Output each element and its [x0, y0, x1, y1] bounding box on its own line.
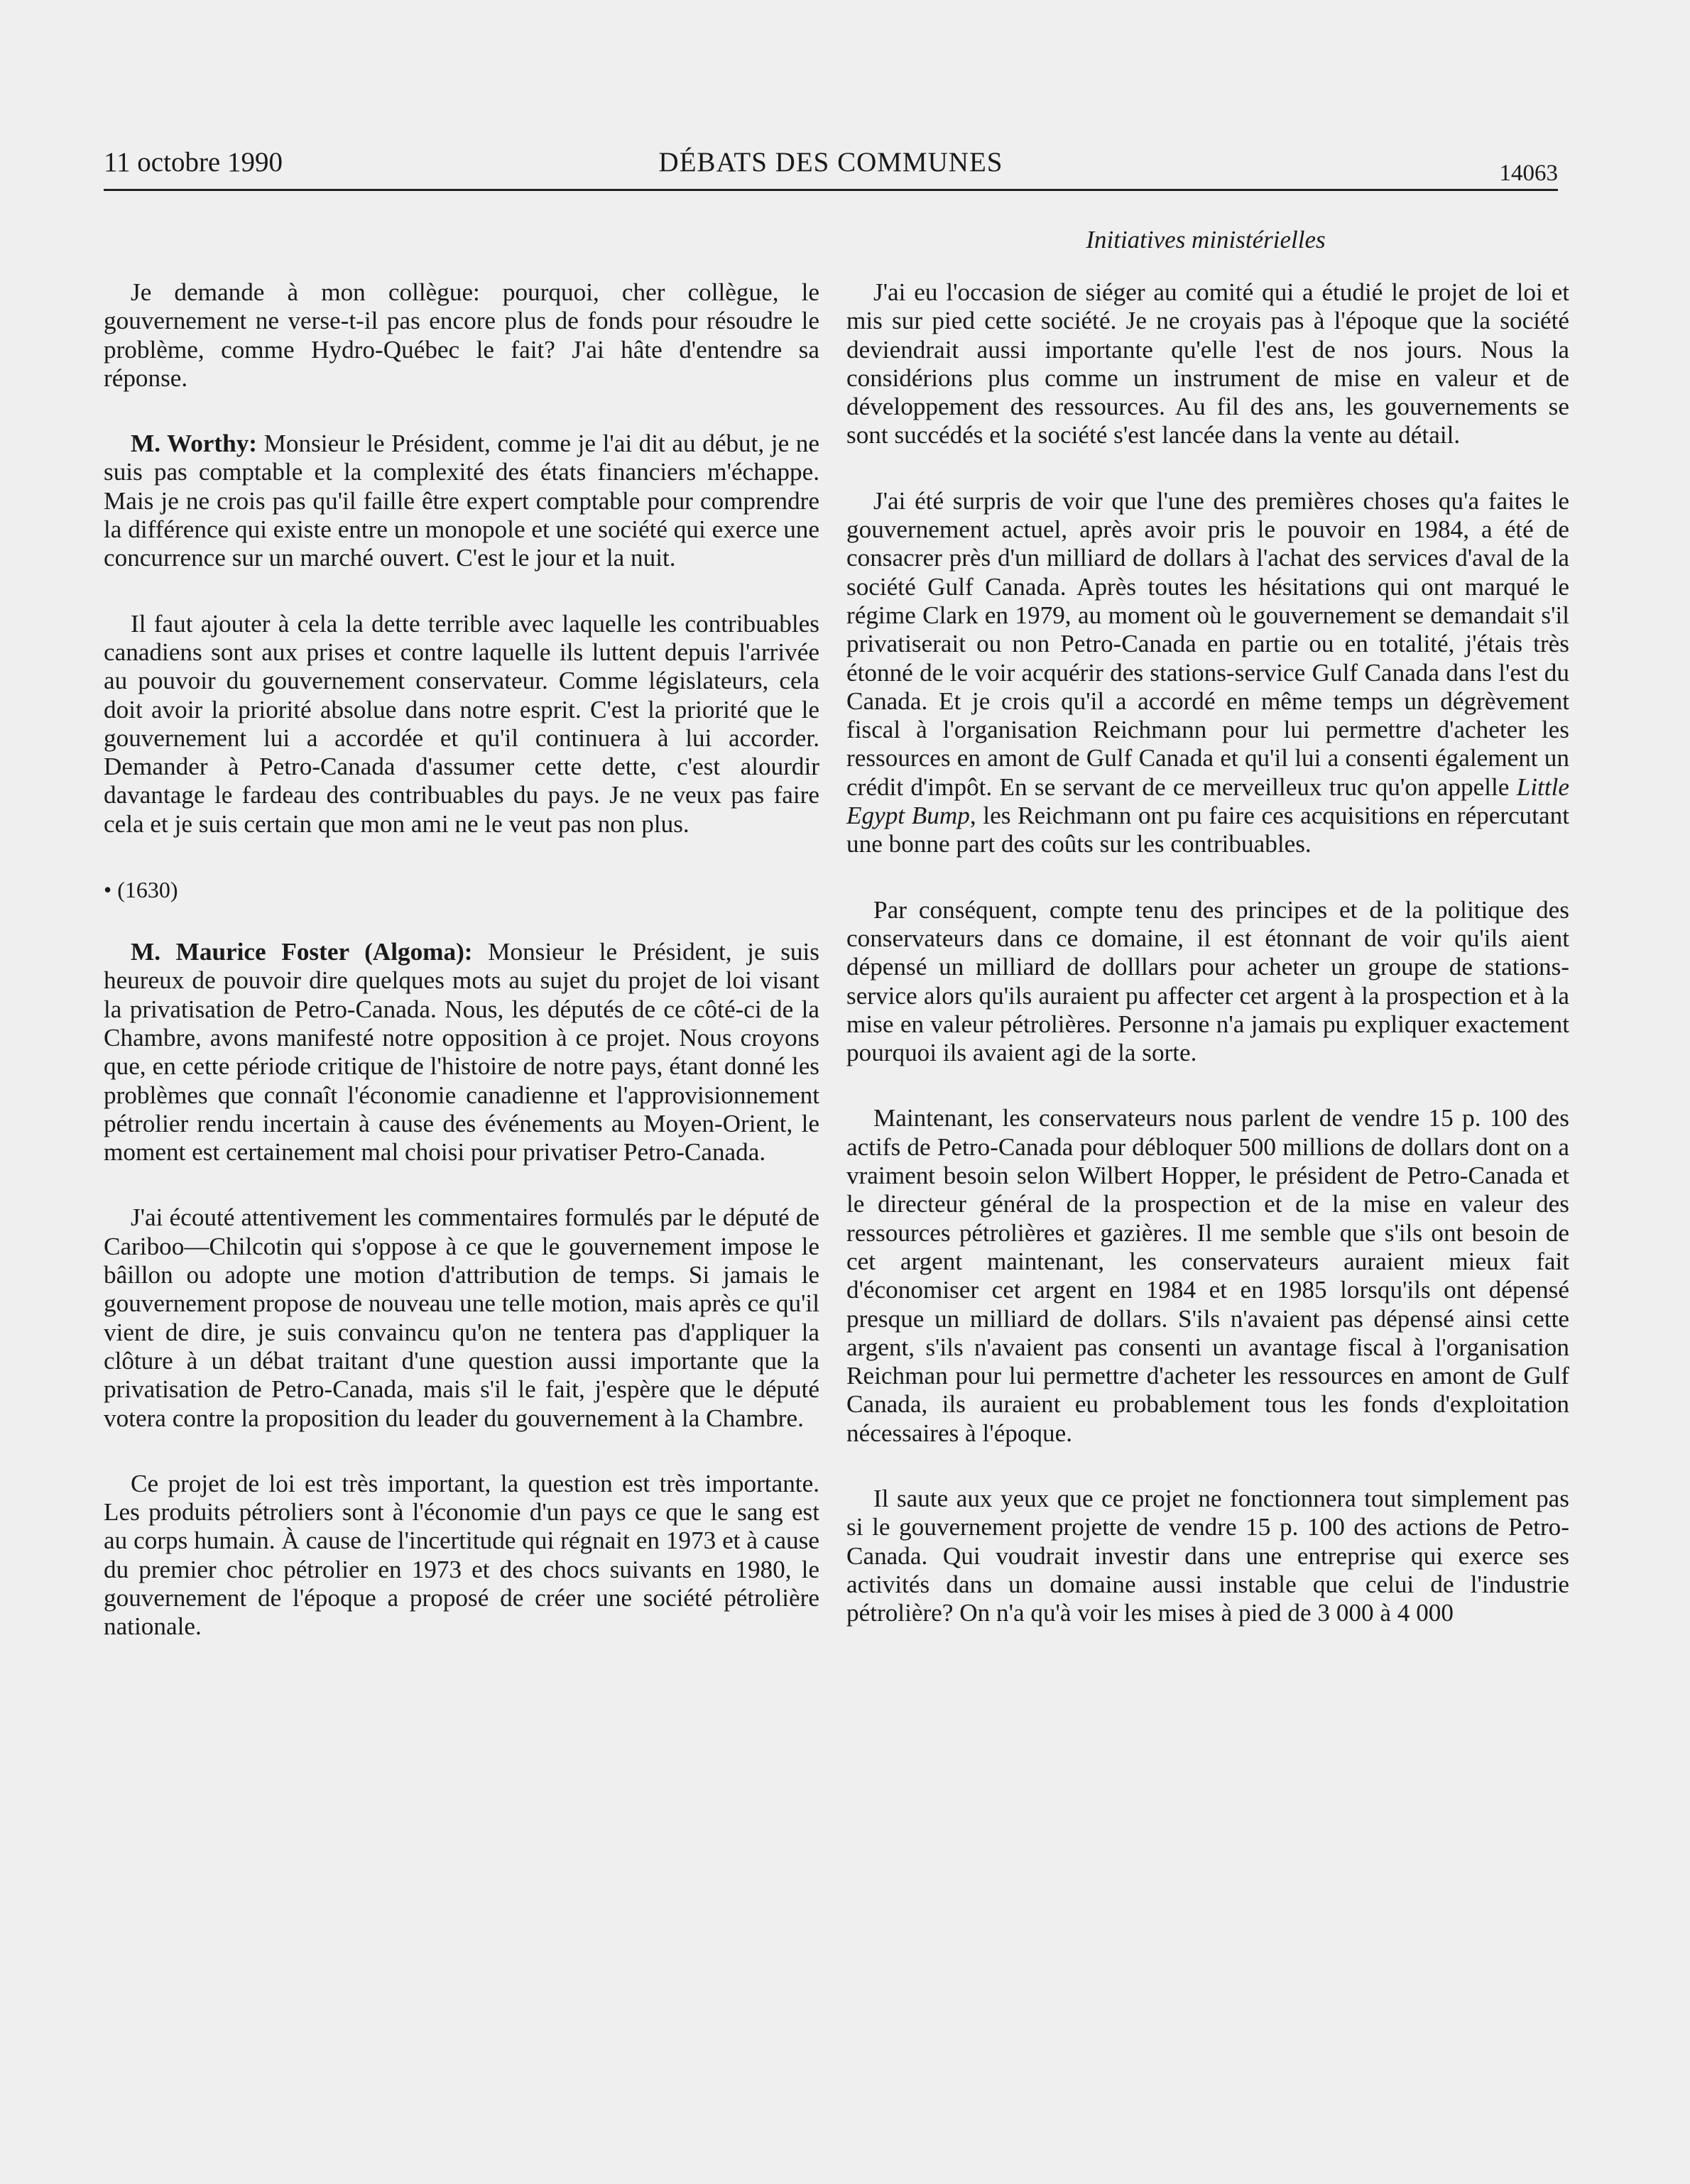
paragraph: [104, 938, 819, 1167]
speech-text: Monsieur le Président, je suis heureux de pouvoir dire quelques mots au sujet du projet de loi visant la privatisation de Petro-Canada. Nous, les députés de ce côté-ci de la Chambre, avons manifesté notre opposition à ce projet. Nous croyons que, en cette période critique de l'histoire de notre pays, étant donné les problèmes que connaît l'économie canadienne et l'approvisionnement pétrolier rendu incertain à cause des événements au Moyen-Orient, le moment est certainement mal choisi pour privatiser Petro-Canada.: [104, 938, 819, 1167]
paragraph: Ce projet de loi est très important, la question est très importante. Les produits pétroliers sont à l'économie d'un pays ce que le sang est au corps humain. À cause de l'incertitude qui régnait en 1973 et à cause du premier choc pétrolier en 1973 et des chocs suivants en 1980, le gouvernement de l'époque a proposé de créer une société pétrolière nationale.: [104, 1469, 819, 1641]
paragraph: [104, 430, 819, 572]
right-column: [846, 278, 1569, 1664]
speaker-name: M. Worthy:: [131, 430, 258, 458]
paragraph: Il faut ajouter à cela la dette terrible avec laquelle les contribuables canadiens sont aux prises et contre laquelle ils luttent depuis l'arrivée au pouvoir du gouvernement conservateur. Comme législateurs, cela doit avoir la priorité absolue dans notre esprit. C'est la priorité que le gouvernement lui a accordée et qu'il continuera à lui accorder. Demander à Petro-Canada d'assumer cette dette, c'est alourdir davantage le fardeau des contribuables du pays. Je ne veux pas faire cela et je suis certain que mon ami ne le veut pas non plus.: [104, 609, 819, 838]
header-date: 11 octobre 1990: [104, 147, 283, 178]
header-title: DÉBATS DES COMMUNES: [658, 147, 1003, 178]
paragraph-text: , les Reichmann ont pu faire ces acquisitions en répercutant une bonne part des coûts sur les contribuables.: [846, 802, 1570, 858]
paragraph-text: J'ai été surpris de voir que l'une des premières choses qu'a faites le gouvernement actuel, après avoir pris le pouvoir en 1984, a été de consacrer près d'un milliard de dollars à l'achat des services d'aval de la société Gulf Canada. Après toutes les hésitations qui ont marqué le régime Clark en 1979, au moment où le gouvernement se demandait s'il privatiserait ou non Petro-Canada en partie ou en totalité, j'étais très étonné de le voir acquérir des stations-service Gulf Canada dans l'est du Canada. Et je crois qu'il a accordé en même temps un dégrèvement fiscal à l'organisation Reichmann pour lui permettre d'acheter les ressources en amont de Gulf Canada et qu'il lui a consenti également un crédit d'impôt. En se servant de ce merveilleux truc qu'on appelle: [846, 486, 1569, 801]
time-marker: • (1630): [104, 877, 178, 903]
page-header: [104, 146, 1558, 191]
speaker-name: M. Maurice Foster (Algoma):: [131, 938, 473, 966]
paragraph: J'ai écouté attentivement les commentaires formulés par le député de Cariboo—Chilcotin qui s'oppose à ce que le gouvernement impose le bâillon ou adopte une motion d'attribution de temps. Si jamais le gouvernement propose de nouveau une telle motion, mais après ce qu'il vient de dire, je suis convaincu qu'on ne tentera pas d'appliquer la clôture à un débat traitant d'une question aussi importante que la privatisation de Petro-Canada, mais s'il le fait, j'espère que le député votera contre la proposition du leader du gouvernement à la Chambre.: [104, 1203, 819, 1432]
paragraph: J'ai eu l'occasion de siéger au comité qui a étudié le projet de loi et mis sur pied cette société. Je ne croyais pas à l'époque que la société deviendrait aussi importante qu'elle l'est de nos jours. Nous la considérions plus comme un instrument de mise en valeur et de développement des ressources. Au fil des ans, les gouvernements se sont succédés et la société s'est lancée dans la vente au détail.: [846, 278, 1569, 449]
paragraph: [846, 487, 1569, 859]
paragraph: Par conséquent, compte tenu des principes et de la politique des conservateurs dans ce domaine, il est étonnant de voir qu'ils aient dépensé un milliard de dolllars pour acheter un groupe de stations-service alors qu'ils auraient pu affecter cet argent à la prospection et à la mise en valeur pétrolières. Personne n'a jamais pu expliquer exactement pourquoi ils avaient agi de la sorte.: [846, 895, 1569, 1067]
paragraph: Maintenant, les conservateurs nous parlent de vendre 15 p. 100 des actifs de Petro-Canada pour débloquer 500 millions de dollars dont on a vraiment besoin selon Wilbert Hopper, le président de Petro-Canada et le directeur général de la prospection et de la mise en valeur des ressources pétrolières et gazières. Il me semble que s'ils ont besoin de cet argent maintenant, les conservateurs auraient mieux fait d'économiser cet argent en 1984 et en 1985 lorsqu'ils ont dépensé presque un milliard de dollars. S'ils n'avaient pas dépensé ainsi cette argent, s'ils n'avaient pas consenti un avantage fiscal à l'organisation Reichman pour lui permettre d'acheter les ressources en amont de Gulf Canada, ils auraient eu probablement tous les fonds d'exploitation nécessaires à l'époque.: [846, 1104, 1569, 1447]
paragraph: Il saute aux yeux que ce projet ne fonctionnera tout simplement pas si le gouvernement projette de vendre 15 p. 100 des actions de Petro-Canada. Qui voudrait investir dans une entreprise qui exerce ses activités dans un domaine aussi instable que celui de l'industrie pétrolière? On n'a qu'à voir les mises à pied de 3 000 à 4 000: [846, 1484, 1569, 1627]
speech-text: Monsieur le Président, comme je l'ai dit au début, je ne suis pas comptable et la complexité des états financiers m'échappe. Mais je ne crois pas qu'il faille être expert comptable pour comprendre la différence qui existe entre un monopole et une société qui exerce une concurrence sur un marché ouvert. C'est le jour et la nuit.: [104, 430, 819, 572]
paragraph: Je demande à mon collègue: pourquoi, cher collègue, le gouvernement ne verse-t-il pas encore plus de fonds pour résoudre le problème, comme Hydro-Québec le fait? J'ai hâte d'entendre sa réponse.: [104, 278, 819, 392]
italic-term: Little Egypt Bump: [846, 772, 1569, 830]
page-number: 14063: [1499, 160, 1558, 186]
section-label: Initiatives ministérielles: [1086, 226, 1326, 253]
left-column: [104, 278, 819, 1678]
